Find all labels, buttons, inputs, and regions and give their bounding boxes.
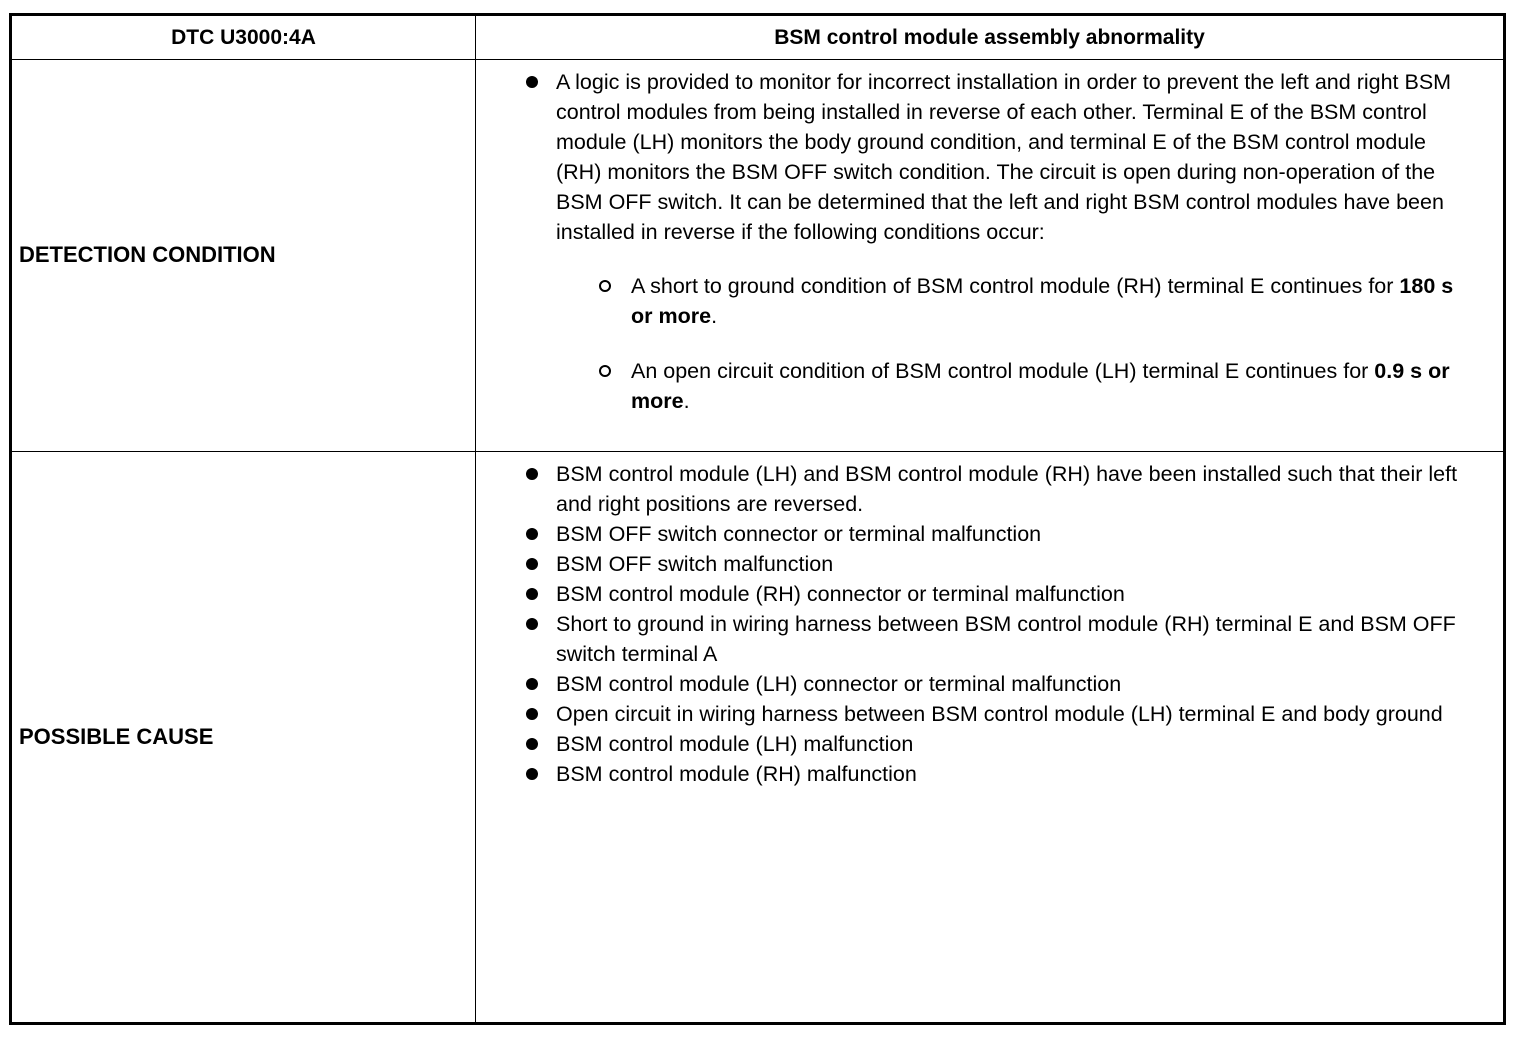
detection-condition-text: A short to ground condition of BSM control module (RH) terminal E continues for [631, 274, 1400, 299]
header-row [11, 15, 1505, 60]
bullet-dot-icon [526, 468, 538, 480]
cause-item-text: BSM OFF switch malfunction [556, 551, 834, 576]
detection-main-item [476, 67, 1503, 247]
bullet-dot-icon [526, 528, 538, 540]
cause-item [476, 579, 1503, 609]
bullet-circle-icon [599, 365, 611, 377]
cause-item [476, 699, 1503, 729]
dtc-table [9, 13, 1506, 1025]
cause-content [476, 451, 1505, 1023]
cause-item [476, 729, 1503, 759]
cause-item-text: BSM control module (LH) and BSM control module (RH) have been installed such that their left and right positions are reversed. [556, 461, 1458, 516]
detection-condition-text: An open circuit condition of BSM control module (LH) terminal E continues for [631, 359, 1375, 384]
bullet-dot-icon [526, 768, 538, 780]
bullet-dot-icon [526, 678, 538, 690]
detection-label: DETECTION CONDITION [11, 60, 476, 452]
cause-item-text: BSM control module (LH) connector or terminal malfunction [556, 671, 1122, 696]
cause-item-text: Short to ground in wiring harness between BSM control module (RH) terminal E and BSM OFF switch terminal A [556, 611, 1456, 666]
cause-item-text: Open circuit in wiring harness between BSM control module (LH) terminal E and body ground [556, 701, 1443, 726]
detection-condition-item [476, 356, 1503, 416]
detection-content [476, 60, 1505, 452]
cause-item [476, 759, 1503, 789]
detection-condition-tail: . [711, 304, 718, 329]
bullet-dot-icon [526, 708, 538, 720]
bullet-dot-icon [526, 588, 538, 600]
cause-item [476, 549, 1503, 579]
detection-condition-threshold: 0.9 s or more [631, 359, 1450, 414]
detection-condition-tail: . [683, 389, 690, 414]
detection-row [11, 60, 1505, 452]
dtc-title: BSM control module assembly abnormality [476, 15, 1505, 60]
dtc-code: DTC U3000:4A [11, 15, 476, 60]
cause-row [11, 451, 1505, 1023]
cause-item-text: BSM control module (RH) connector or terminal malfunction [556, 581, 1125, 606]
bullet-dot-icon [526, 738, 538, 750]
cause-item-text: BSM control module (RH) malfunction [556, 761, 917, 786]
cause-item [476, 669, 1503, 699]
bullet-dot-icon [526, 558, 538, 570]
cause-item-text: BSM OFF switch connector or terminal malfunction [556, 521, 1042, 546]
detection-condition-item [476, 271, 1503, 331]
bullet-dot-icon [526, 618, 538, 630]
cause-item-text: BSM control module (LH) malfunction [556, 731, 914, 756]
bullet-dot-icon [526, 76, 538, 88]
cause-item [476, 459, 1503, 519]
detection-condition-threshold: 180 s or more [631, 274, 1454, 329]
bullet-circle-icon [599, 280, 611, 292]
cause-item [476, 519, 1503, 549]
detection-main-text: A logic is provided to monitor for incorrect installation in order to prevent the left and right BSM control modules from being installed in reverse of each other. Terminal E of the BSM control module (LH) monitors the body ground condition, and terminal E of the BSM control module (RH) monitors the BSM OFF switch condition. The circuit is open during non-operation of the BSM OFF switch. It can be determined that the left and right BSM control modules have been installed in reverse if the following conditions occur: [556, 70, 1452, 245]
cause-label: POSSIBLE CAUSE [11, 451, 476, 1023]
cause-item [476, 609, 1503, 669]
